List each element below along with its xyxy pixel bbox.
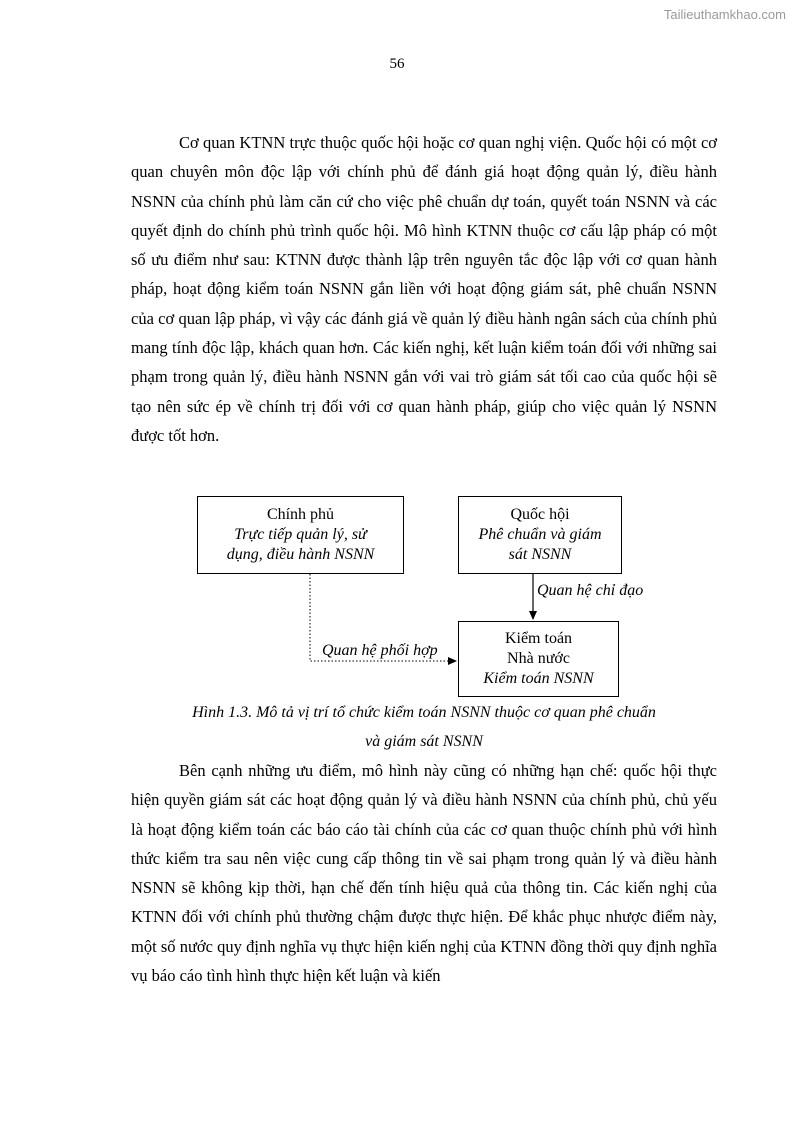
- paragraph-2: Bên cạnh những ưu điểm, mô hình này cũng có những hạn chế: quốc hội thực hiện quyền giám sát các hoạt động quản lý và điều hành NSNN của chính phủ, chủ yếu là hoạt động kiểm toán các báo cáo tài chính của các cơ quan thuộc chính phủ với hình thức kiểm tra sau nên việc cung cấp thông tin về sai phạm trong quản lý và điều hành NSNN sẽ không kịp thời, hạn chế đến tính hiệu quả của thông tin. Các kiến nghị của KTNN đối với chính phủ thường chậm được thực hiện. Để khắc phục nhược điểm này, một số nước quy định nghĩa vụ thực hiện kiến nghị của KTNN đồng thời quy định nghĩa vụ báo cáo tình hình thực hiện kết luận và kiến: [131, 761, 717, 986]
- direct-relation-label: Quan hệ chỉ đạo: [537, 582, 644, 599]
- paragraph-1: Cơ quan KTNN trực thuộc quốc hội hoặc cơ quan nghị viện. Quốc hội có một cơ quan chuyên môn độc lập với chính phủ để đánh giá hoạt động quản lý, điều hành NSNN của chính phủ làm căn cứ cho việc phê chuẩn dự toán, quyết toán NSNN và các quyết định do chính phủ trình quốc hội. Mô hình KTNN thuộc cơ cấu lập pháp có một số ưu điểm như sau: KTNN được thành lập trên nguyên tắc độc lập với cơ quan hành pháp, hoạt động kiểm toán NSNN gắn liền với hoạt động giám sát, phê chuẩn NSNN của cơ quan lập pháp, vì vậy các đánh giá về quản lý điều hành ngân sách của chính phủ mang tính độc lập, khách quan hơn. Các kiến nghị, kết luận kiểm toán đối với những sai phạm trong quản lý, điều hành NSNN gắn với vai trò giám sát tối cao của quốc hội sẽ tạo nên sức ép về chính trị đối với cơ quan hành pháp, giúp cho việc quản lý NSNN được tốt hơn.: [131, 133, 717, 445]
- page-number: 56: [389, 56, 405, 72]
- state-audit-line2: Kiểm toán NSNN: [483, 670, 594, 687]
- national-assembly-title: Quốc hội: [510, 506, 570, 523]
- state-audit-line1: Nhà nước: [507, 650, 570, 667]
- watermark: Tailieuthamkhao.com: [663, 7, 786, 22]
- figure-caption-line2: và giám sát NSNN: [365, 733, 483, 750]
- figure-caption-line1: Hình 1.3. Mô tả vị trí tổ chức kiểm toán NSNN thuộc cơ quan phê chuẩn: [192, 704, 656, 721]
- state-audit-box: [458, 621, 619, 697]
- national-assembly-line2: sát NSNN: [508, 546, 572, 563]
- government-title: Chính phủ: [266, 506, 335, 523]
- coordination-relation-label: Quan hệ phối hợp: [322, 642, 438, 659]
- state-audit-title: Kiểm toán: [504, 630, 573, 647]
- national-assembly-line1: Phê chuẩn và giám: [478, 526, 602, 543]
- government-line2: dụng, điều hành NSNN: [226, 546, 375, 563]
- government-line1: Trực tiếp quản lý, sử: [234, 526, 367, 543]
- government-box: [197, 496, 404, 574]
- national-assembly-box: [458, 496, 622, 574]
